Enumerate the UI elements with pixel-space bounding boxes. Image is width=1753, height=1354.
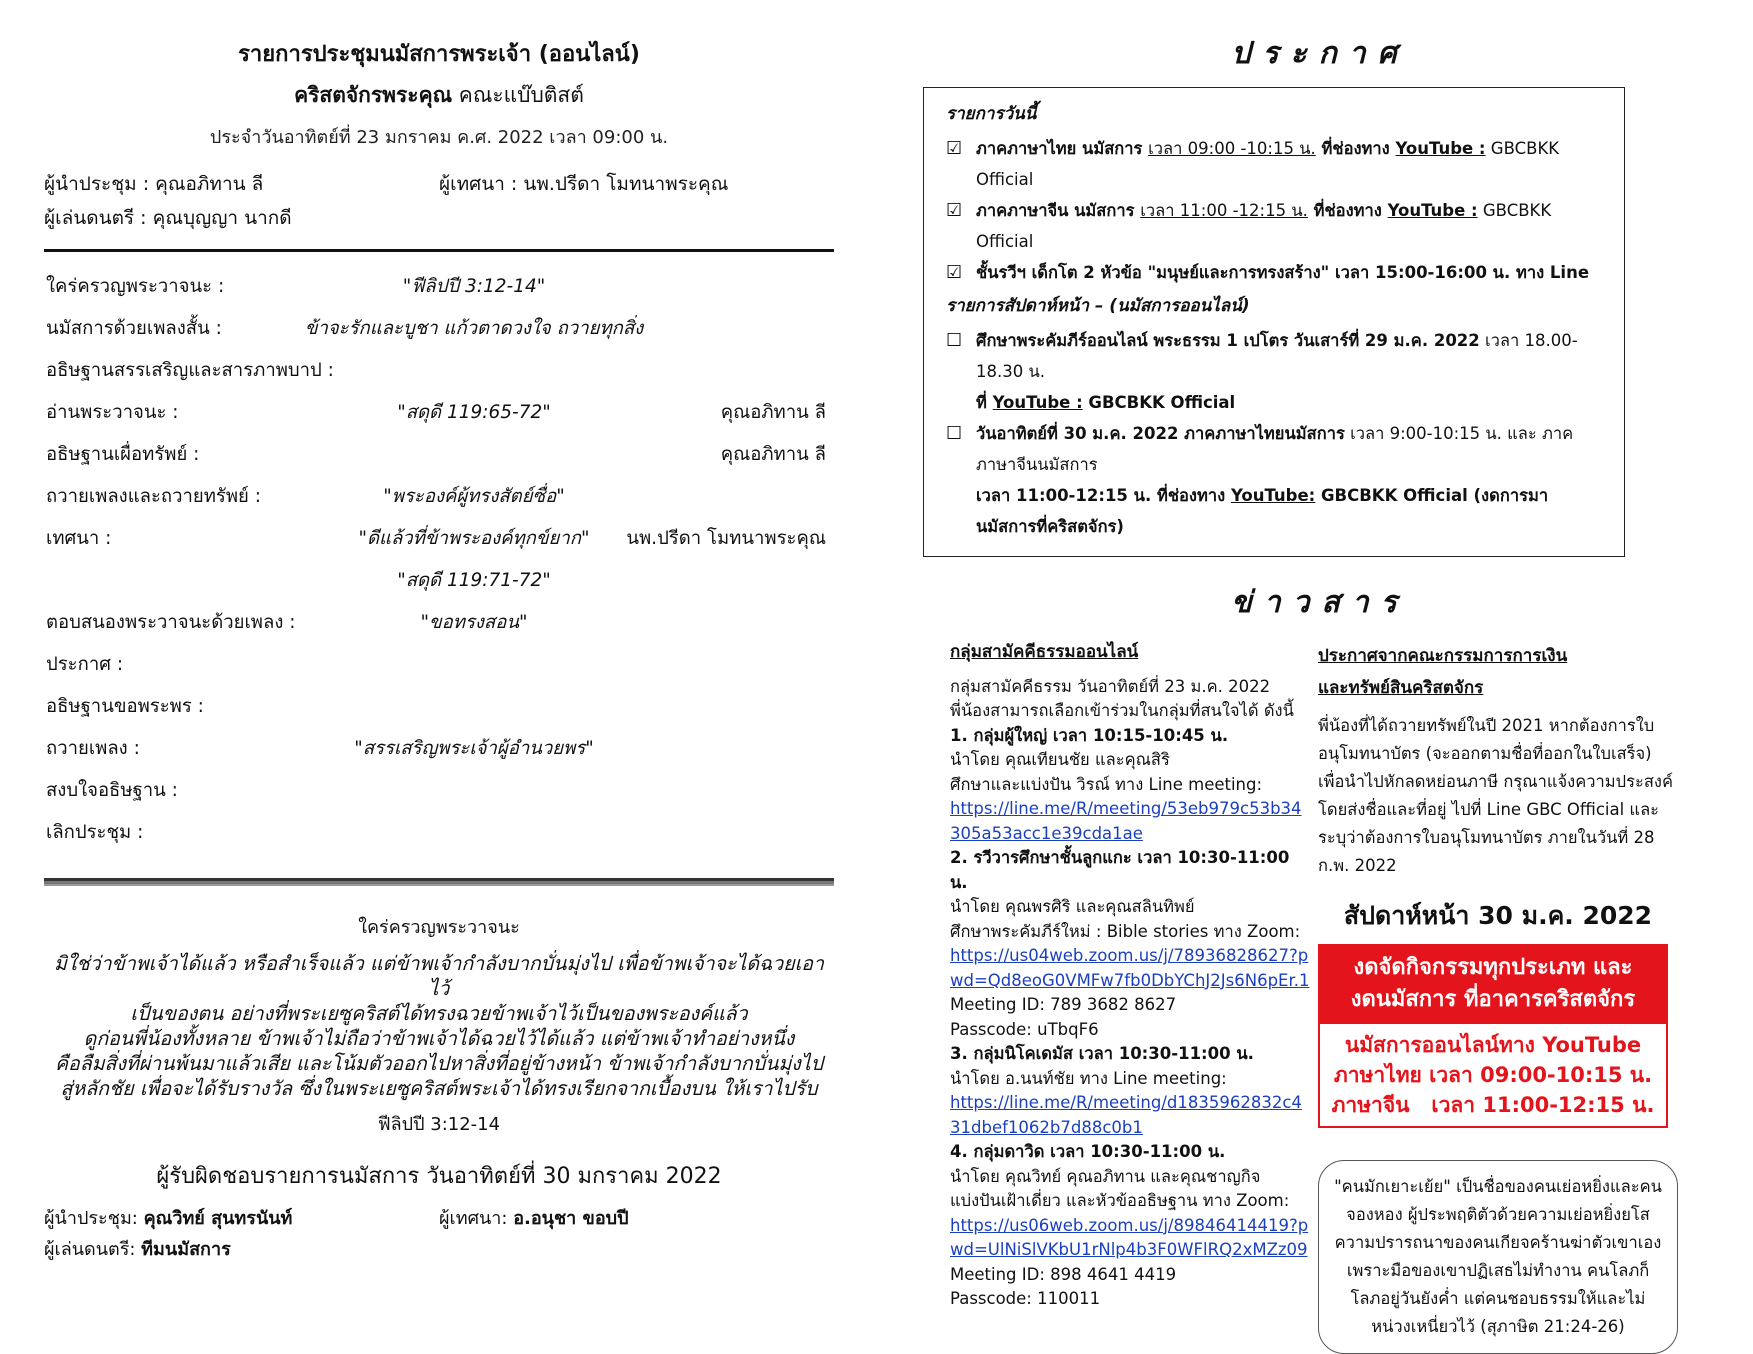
page-title: รายการประชุมนมัสการพระเจ้า (ออนไลน์) — [238, 42, 640, 67]
group-meeting-info: Meeting ID: 898 4641 4419 — [950, 1264, 1177, 1284]
checkbox-checked-icon: ☑ — [946, 138, 963, 159]
finance-heading: และทรัพย์สินคริสตจักร — [1318, 678, 1484, 698]
preacher: ผู้เทศนา : นพ.ปรีดา โมทนาพระคุณ — [439, 173, 729, 195]
closure-notice: งดจัดกิจกรรมทุกประเภท และ งดนมัสการ ที่อาคารคริสตจักร — [1318, 944, 1668, 1022]
today-label: รายการวันนี้ — [946, 104, 1037, 124]
worship-order-page — [44, 30, 834, 1265]
finance-heading: ประกาศจากคณะกรรมการการเงิน — [1318, 646, 1568, 666]
order-item — [44, 350, 834, 392]
today-item-text: ชั้นรวีฯ เด็กโต 2 หัวข้อ "มนุษย์และการทรงสร้าง" เวลา 15:00-16:00 น. ทาง Line — [976, 263, 1590, 282]
next-week-heading: สัปดาห์หน้า 30 ม.ค. 2022 — [1343, 901, 1653, 930]
group-meeting-info: Meeting ID: 789 3682 8627 — [950, 995, 1177, 1014]
verse-line: สู่หลักชัย เพื่อจะได้รับรางวัล ซึ่งในพระเยซูคริสต์พระเจ้าได้ทรงเรียกจากเบื้องบน ให้เราไปรับ — [60, 1077, 818, 1100]
news-columns — [920, 640, 1720, 1354]
next-week-item — [946, 418, 1602, 542]
next-week-item-text: วันอาทิตย์ที่ 30 ม.ค. 2022 ภาคภาษาไทยนมัสการ เวลา 9:00-10:15 น. และ ภาคภาษาจีนนมัสการ เวลา 11:00-12:15 น. ที่ช่องทาง YouTube: GBCBKK Official (งดการมานมัสการที่คริสตจักร) — [976, 424, 1574, 536]
order-detail: ข้าจะรักและบูชา แก้วตาดวงใจ ถวายทุกสิ่ง — [304, 318, 644, 339]
order-item — [44, 476, 834, 518]
group-leader: นำโดย คุณวิทย์ คุณอภิทาน และคุณชาญกิจ — [950, 1166, 1261, 1186]
church-name: คริสตจักรพระคุณ คณะแบ๊บติสต์ — [294, 83, 584, 107]
finance-text: พี่น้องที่ได้ถวายทรัพย์ในปี 2021 หากต้องการใบอนุโมทนาบัตร (จะออกตามชื่อที่ออกในใบเสร็จ) เพื่อนำไปหักลดหย่อนภาษี กรุณาแจ้งความประสงค์ โดยส่งชื่อและที่อยู่ ไปที่ Line GBC Official และระบุว่าต้องการใบอนุโมทนาบัตร ภายในวันที่ 28 ก.พ. 2022 — [1318, 716, 1674, 875]
next-preacher: ผู้เทศนา: อ.อนุชา ขอบปี — [439, 1208, 629, 1229]
next-week-item — [946, 325, 1602, 418]
verse-line: คือลืมสิ่งที่ผ่านพ้นมาแล้วเสีย และโน้มตัวออกไปหาสิ่งที่อยู่ข้างหน้า ข้าพเจ้ากำลังบากบั่นมุ่งไป — [54, 1052, 824, 1075]
group-item — [950, 724, 1310, 847]
order-label: อธิษฐานเผื่อทรัพย์ : — [46, 444, 200, 465]
order-label: ตอบสนองพระวาจนะด้วยเพลง : — [46, 612, 296, 633]
today-item — [946, 133, 1602, 195]
order-person: คุณอภิทาน ลี — [720, 402, 826, 423]
verse-heading: ใคร่ครวญพระวาจนะ — [358, 917, 520, 938]
verse-line: มิใช่ว่าข้าพเจ้าได้แล้ว หรือสำเร็จแล้ว แต่ข้าพเจ้ากำลังบากบั่นมุ่งไป เพื่อข้าพเจ้าจะได้ฉวยเอาไว้ — [54, 952, 824, 1000]
today-item — [946, 195, 1602, 257]
order-item — [44, 518, 834, 560]
checkbox-empty-icon: ☐ — [946, 330, 963, 351]
online-worship-notice: นมัสการออนไลน์ทาง YouTube ภาษาไทย เวลา 09:00-10:15 น. ภาษาจีน เวลา 11:00-12:15 น. — [1318, 1022, 1668, 1128]
announce-box — [923, 87, 1625, 557]
finance-and-notices — [1318, 640, 1678, 1354]
order-item — [44, 728, 834, 770]
order-label: เทศนา : — [46, 528, 112, 549]
groups-intro: พี่น้องสามารถเลือกเข้าร่วมในกลุ่มที่สนใจได้ ดังนี้ — [950, 701, 1294, 720]
group-link[interactable]: https://us06web.zoom.us/j/89846414419?pwd=UlNiSlVKbU1rNlp4b3F0WFlRQ2xMZz09 — [950, 1215, 1309, 1259]
order-label: ถวายเพลง : — [46, 738, 140, 759]
group-topic: ศึกษาพระคัมภีร์ใหม่ : Bible stories ทาง Zoom: — [950, 921, 1301, 941]
order-detail: "ฟีลิปปี 3:12-14" — [402, 276, 546, 297]
order-detail: "ดีแล้วที่ข้าพระองค์ทุกข์ยาก" — [358, 528, 590, 549]
divider — [44, 878, 834, 886]
verse-reference: ฟีลิปปี 3:12-14 — [377, 1114, 501, 1135]
group-leader: นำโดย คุณพรศิริ และคุณสลินทิพย์ — [950, 897, 1195, 916]
group-topic: ศึกษาและแบ่งปัน วิรณ์ ทาง Line meeting: — [950, 774, 1263, 794]
today-list — [946, 133, 1602, 288]
group-meeting-info: Passcode: uTbqF6 — [950, 1019, 1099, 1039]
order-detail: "สดุดี 119:71-72" — [397, 570, 551, 591]
order-label: อ่านพระวาจนะ : — [46, 402, 179, 423]
order-label: นมัสการด้วยเพลงสั้น : — [46, 318, 222, 339]
order-detail: "พระองค์ผู้ทรงสัตย์ซื่อ" — [383, 486, 565, 507]
order-label: เลิกประชุม : — [46, 822, 144, 843]
announcements-page — [920, 30, 1720, 1354]
groups-heading: กลุ่มสามัคคีธรรมออนไลน์ — [950, 642, 1139, 662]
order-item — [44, 644, 834, 686]
next-musician: ผู้เล่นดนตรี: ทีมนมัสการ — [44, 1239, 231, 1260]
next-week-label: รายการสัปดาห์หน้า – (นมัสการออนไลน์) — [946, 296, 1250, 316]
order-item — [44, 560, 834, 602]
verse-text — [44, 951, 834, 1101]
group-link[interactable]: https://line.me/R/meeting/53eb979c53b34305a53acc1e39cda1ae — [950, 799, 1302, 843]
today-item-text: ภาคภาษาจีน นมัสการ เวลา 11:00 -12:15 น. ที่ช่องทาง YouTube : GBCBKK Official — [976, 201, 1552, 251]
today-item — [946, 257, 1602, 288]
group-leader: นำโดย คุณเทียนชัย และคุณสิริ — [950, 750, 1170, 769]
group-link[interactable]: https://us04web.zoom.us/j/78936828627?pwd=Qd8eoG0VMFw7fb0DbYChJ2Js6N6pEr.1 — [950, 946, 1310, 990]
order-person: นพ.ปรีดา โมทนาพระคุณ — [626, 528, 826, 549]
order-detail: "สดุดี 119:65-72" — [397, 402, 551, 423]
order-label: ถวายเพลงและถวายทรัพย์ : — [46, 486, 261, 507]
order-label: ใคร่ครวญพระวาจนะ : — [46, 276, 225, 297]
group-topic: แบ่งปันเฝ้าเดี่ยว และหัวข้ออธิษฐาน ทาง Zoom: — [950, 1191, 1290, 1210]
group-link[interactable]: https://line.me/R/meeting/d1835962832c431dbef1062b7d88c0b1 — [950, 1093, 1302, 1137]
order-label: อธิษฐานขอพระพร : — [46, 696, 204, 717]
verse-line: ดูก่อนพี่น้องทั้งหลาย ข้าพเจ้าไม่ถือว่าข้าพเจ้าได้ฉวยไว้ได้แล้ว แต่ข้าพเจ้าทำอย่างหนึ่ง — [83, 1027, 795, 1050]
order-item — [44, 434, 834, 476]
checkbox-empty-icon: ☐ — [946, 423, 963, 444]
order-item — [44, 602, 834, 644]
group-leader: นำโดย อ.นนท์ชัย ทาง Line meeting: — [950, 1068, 1227, 1088]
next-week-item-text: ศึกษาพระคัมภีร์ออนไลน์ พระธรรม 1 เปโตร วันเสาร์ที่ 29 ม.ค. 2022 เวลา 18.00-18.30 น. ที่ YouTube : GBCBKK Official — [976, 331, 1578, 412]
order-label: ประกาศ : — [46, 654, 124, 675]
checkbox-checked-icon: ☑ — [946, 200, 963, 221]
divider — [44, 249, 834, 252]
order-item — [44, 770, 834, 812]
group-title: 4. กลุ่มดาวิด เวลา 10:30-11:00 น. — [950, 1142, 1226, 1161]
group-title: 3. กลุ่มนิโคเดมัส เวลา 10:30-11:00 น. — [950, 1044, 1254, 1063]
order-item — [44, 266, 834, 308]
group-item — [950, 1042, 1310, 1140]
checkbox-checked-icon: ☑ — [946, 262, 963, 283]
next-service-leaders — [44, 1203, 834, 1265]
fellowship-groups — [920, 640, 1310, 1354]
group-item — [950, 1140, 1310, 1312]
next-week-list — [946, 325, 1602, 542]
order-label: อธิษฐานสรรเสริญและสารภาพบาป : — [46, 360, 334, 381]
service-leaders — [44, 167, 834, 235]
order-of-service — [44, 266, 834, 854]
announce-title: ประกาศ — [1231, 36, 1409, 71]
service-date: ประจำวันอาทิตย์ที่ 23 มกราคม ค.ศ. 2022 เวลา 09:00 น. — [209, 127, 669, 148]
order-item — [44, 812, 834, 854]
order-item — [44, 392, 834, 434]
group-item — [950, 846, 1310, 1042]
groups-list — [950, 724, 1310, 1312]
order-item — [44, 308, 834, 350]
order-label: สงบใจอธิษฐาน : — [46, 780, 178, 801]
group-title: 1. กลุ่มผู้ใหญ่ เวลา 10:15-10:45 น. — [950, 725, 1229, 745]
group-title: 2. รวีวารศึกษาชั้นลูกแกะ เวลา 10:30-11:00 น. — [950, 848, 1290, 892]
news-title: ข่าวสาร — [1231, 585, 1409, 620]
next-leader: ผู้นำประชุม: คุณวิทย์ สุนทรนันท์ — [44, 1208, 293, 1229]
order-person: คุณอภิทาน ลี — [720, 444, 826, 465]
verse-line: เป็นของตน อย่างที่พระเยซูคริสต์ได้ทรงฉวยข้าพเจ้าไว้เป็นของพระองค์แล้ว — [130, 1002, 748, 1025]
musician: ผู้เล่นดนตรี : คุณบุญญา นากดี — [44, 207, 292, 229]
proverb-box: "คนมักเยาะเย้ย" เป็นชื่อของคนเย่อหยิ่งและคนจองหอง ผู้ประพฤติตัวด้วยความเย่อหยิ่งยโส ความปรารถนาของคนเกียจคร้านฆ่าตัวเขาเอง เพราะมือของเขาปฏิเสธไม่ทำงาน คนโลภก็โลภอยู่วันยังค่ำ แต่คนชอบธรรมให้และไม่หน่วงเหนี่ยวไว้ (สุภาษิต 21:24-26) — [1318, 1160, 1678, 1354]
order-detail: "สรรเสริญพระเจ้าผู้อำนวยพร" — [354, 738, 594, 759]
leader: ผู้นำประชุม : คุณอภิทาน ลี — [44, 173, 264, 195]
order-detail: "ขอทรงสอน" — [420, 612, 528, 633]
group-meeting-info: Passcode: 110011 — [950, 1289, 1101, 1308]
groups-intro: กลุ่มสามัคคีธรรม วันอาทิตย์ที่ 23 ม.ค. 2022 — [950, 676, 1271, 696]
order-item — [44, 686, 834, 728]
next-service-heading: ผู้รับผิดชอบรายการนมัสการ วันอาทิตย์ที่ 30 มกราคม 2022 — [156, 1164, 722, 1189]
today-item-text: ภาคภาษาไทย นมัสการ เวลา 09:00 -10:15 น. ที่ช่องทาง YouTube : GBCBKK Official — [976, 139, 1560, 189]
